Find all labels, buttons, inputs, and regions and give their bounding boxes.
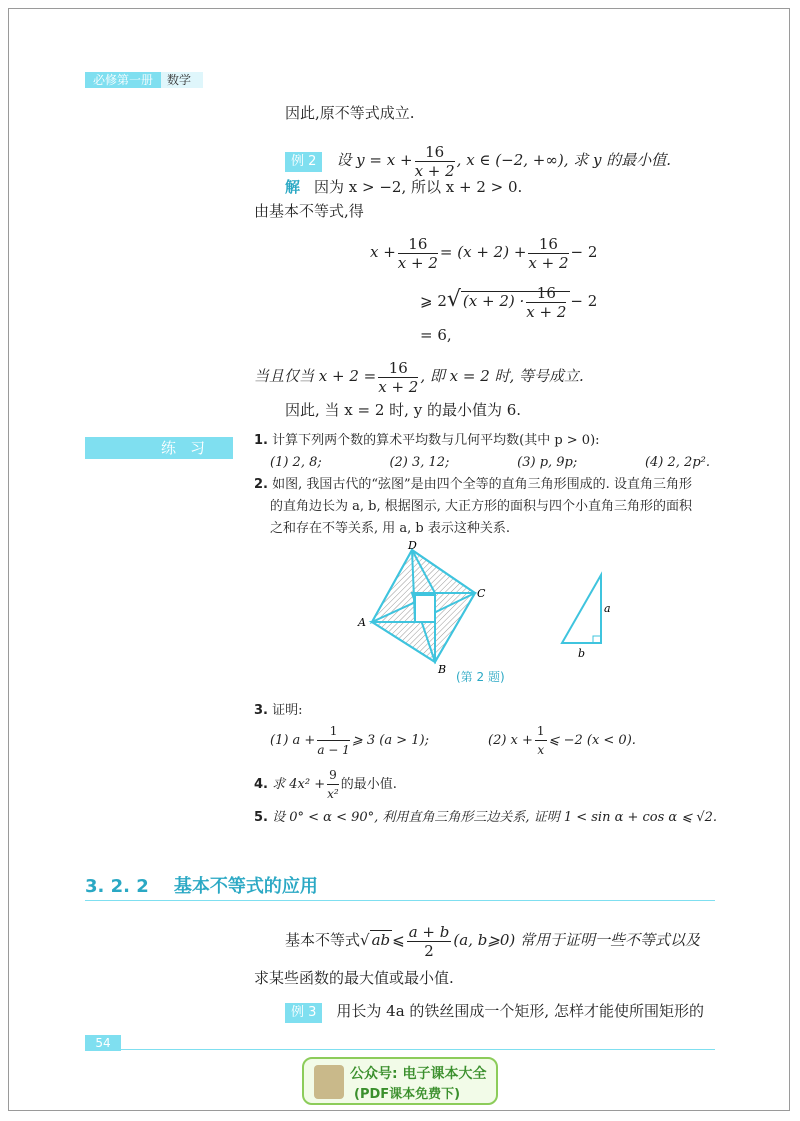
practice-q4: 4. 求 4x² + $\frac{9}{\text{x²}}$ 的最小值. — [254, 768, 397, 801]
label-A: A — [358, 616, 366, 629]
section-para-1: 基本不等式√ ab ⩽ $\frac{a + b}{2}$ (a, b⩾0) 常用于证明一些不等式以及 — [285, 922, 701, 960]
label-D: D — [408, 540, 417, 552]
example-3-tag: 例 3 — [285, 1003, 322, 1023]
right-angle-mark — [593, 636, 601, 643]
body-line-4: 当且仅当 x + 2 = $\frac{16}{x + 2}$ , 即 x = 2 时, 等号成立. — [254, 358, 584, 396]
header-subject: 数学 — [161, 72, 203, 88]
label-B: B — [438, 663, 447, 675]
watermark-badge — [302, 1057, 498, 1105]
xian-figure — [350, 540, 620, 675]
practice-q2-line-1: 2. 如图, 我国古代的“弦图”是由四个全等的直角三角形围成的. 设直角三角形 — [254, 477, 692, 492]
practice-q3-part-1: (1) a + $\frac{1}{a - 1}$ ⩾ 3 (a > 1); — [270, 724, 429, 757]
practice-q1-options: (1) 2, 8; (2) 3, 12; (3) p, 9p; (4) 2, 2p². — [270, 455, 710, 470]
solution-label: 解 — [285, 178, 301, 196]
footer-rule — [121, 1049, 715, 1050]
section-rule — [85, 900, 715, 901]
practice-q1: 1. 计算下列两个数的算术平均数与几何平均数(其中 p > 0): — [254, 433, 600, 448]
right-triangle — [562, 575, 601, 643]
practice-banner: 练习 — [85, 437, 233, 459]
header-book: 必修第一册 — [85, 72, 161, 88]
section-para-2: 求某些函数的最大值或最小值. — [254, 969, 454, 987]
example-3: 例 3 用长为 4a 的铁丝围成一个矩形, 怎样才能使所围矩形的 — [285, 1001, 704, 1023]
section-heading — [85, 872, 318, 898]
figure-caption: (第 2 题) — [456, 670, 505, 684]
body-line-3: 由基本不等式,得 — [254, 202, 364, 220]
label-C: C — [477, 587, 486, 600]
practice-q3: 3. 证明: — [254, 703, 303, 718]
inner-square — [415, 595, 435, 622]
running-header — [85, 72, 203, 88]
practice-q5: 5. 设 0° < α < 90°, 利用直角三角形三边关系, 证明 1 < sin α + cos α ⩽ √2. — [254, 810, 718, 825]
section-number: 3. 2. 2 — [85, 876, 149, 897]
practice-q3-part-2: (2) x + $\frac{1}{x}$ ⩽ −2 (x < 0). — [488, 724, 636, 757]
label-a: a — [604, 602, 611, 615]
solution-line: 解 因为 x > −2, 所以 x + 2 > 0. — [285, 178, 523, 196]
body-line-1: 因此,原不等式成立. — [285, 104, 415, 122]
example-2: 例 2 设 y = x + $\frac{16}{x + 2}$ , x ∈ (−2, +∞), 求 y 的最小值. — [285, 140, 671, 180]
body-line-5: 因此, 当 x = 2 时, y 的最小值为 6. — [285, 401, 522, 419]
equation-line-2: ⩾ 2√ (x + 2) · $\frac{16}{x + 2}$ − 2 — [420, 283, 598, 321]
example-2-tag: 例 2 — [285, 152, 322, 172]
equation-line-1: x + $\frac{16}{x + 2}$ = (x + 2) + $\frac{16}{x + 2}$ − 2 — [370, 234, 598, 272]
practice-q2-line-3: 之和存在不等关系, 用 a, b 表示这种关系. — [270, 521, 510, 536]
practice-q2-line-2: 的直角边长为 a, b, 根据图示, 大正方形的面积与四个小直角三角形的面积 — [270, 499, 692, 514]
label-b: b — [578, 647, 586, 660]
watermark-line-1: 公众号: 电子课本大全 — [350, 1066, 487, 1082]
watermark-line-2: (PDF课本免费下) — [354, 1087, 461, 1102]
book-icon — [314, 1065, 344, 1099]
equation-line-3: = 6, — [420, 326, 452, 344]
page-number: 54 — [85, 1035, 121, 1051]
section-title: 基本不等式的应用 — [173, 876, 318, 897]
